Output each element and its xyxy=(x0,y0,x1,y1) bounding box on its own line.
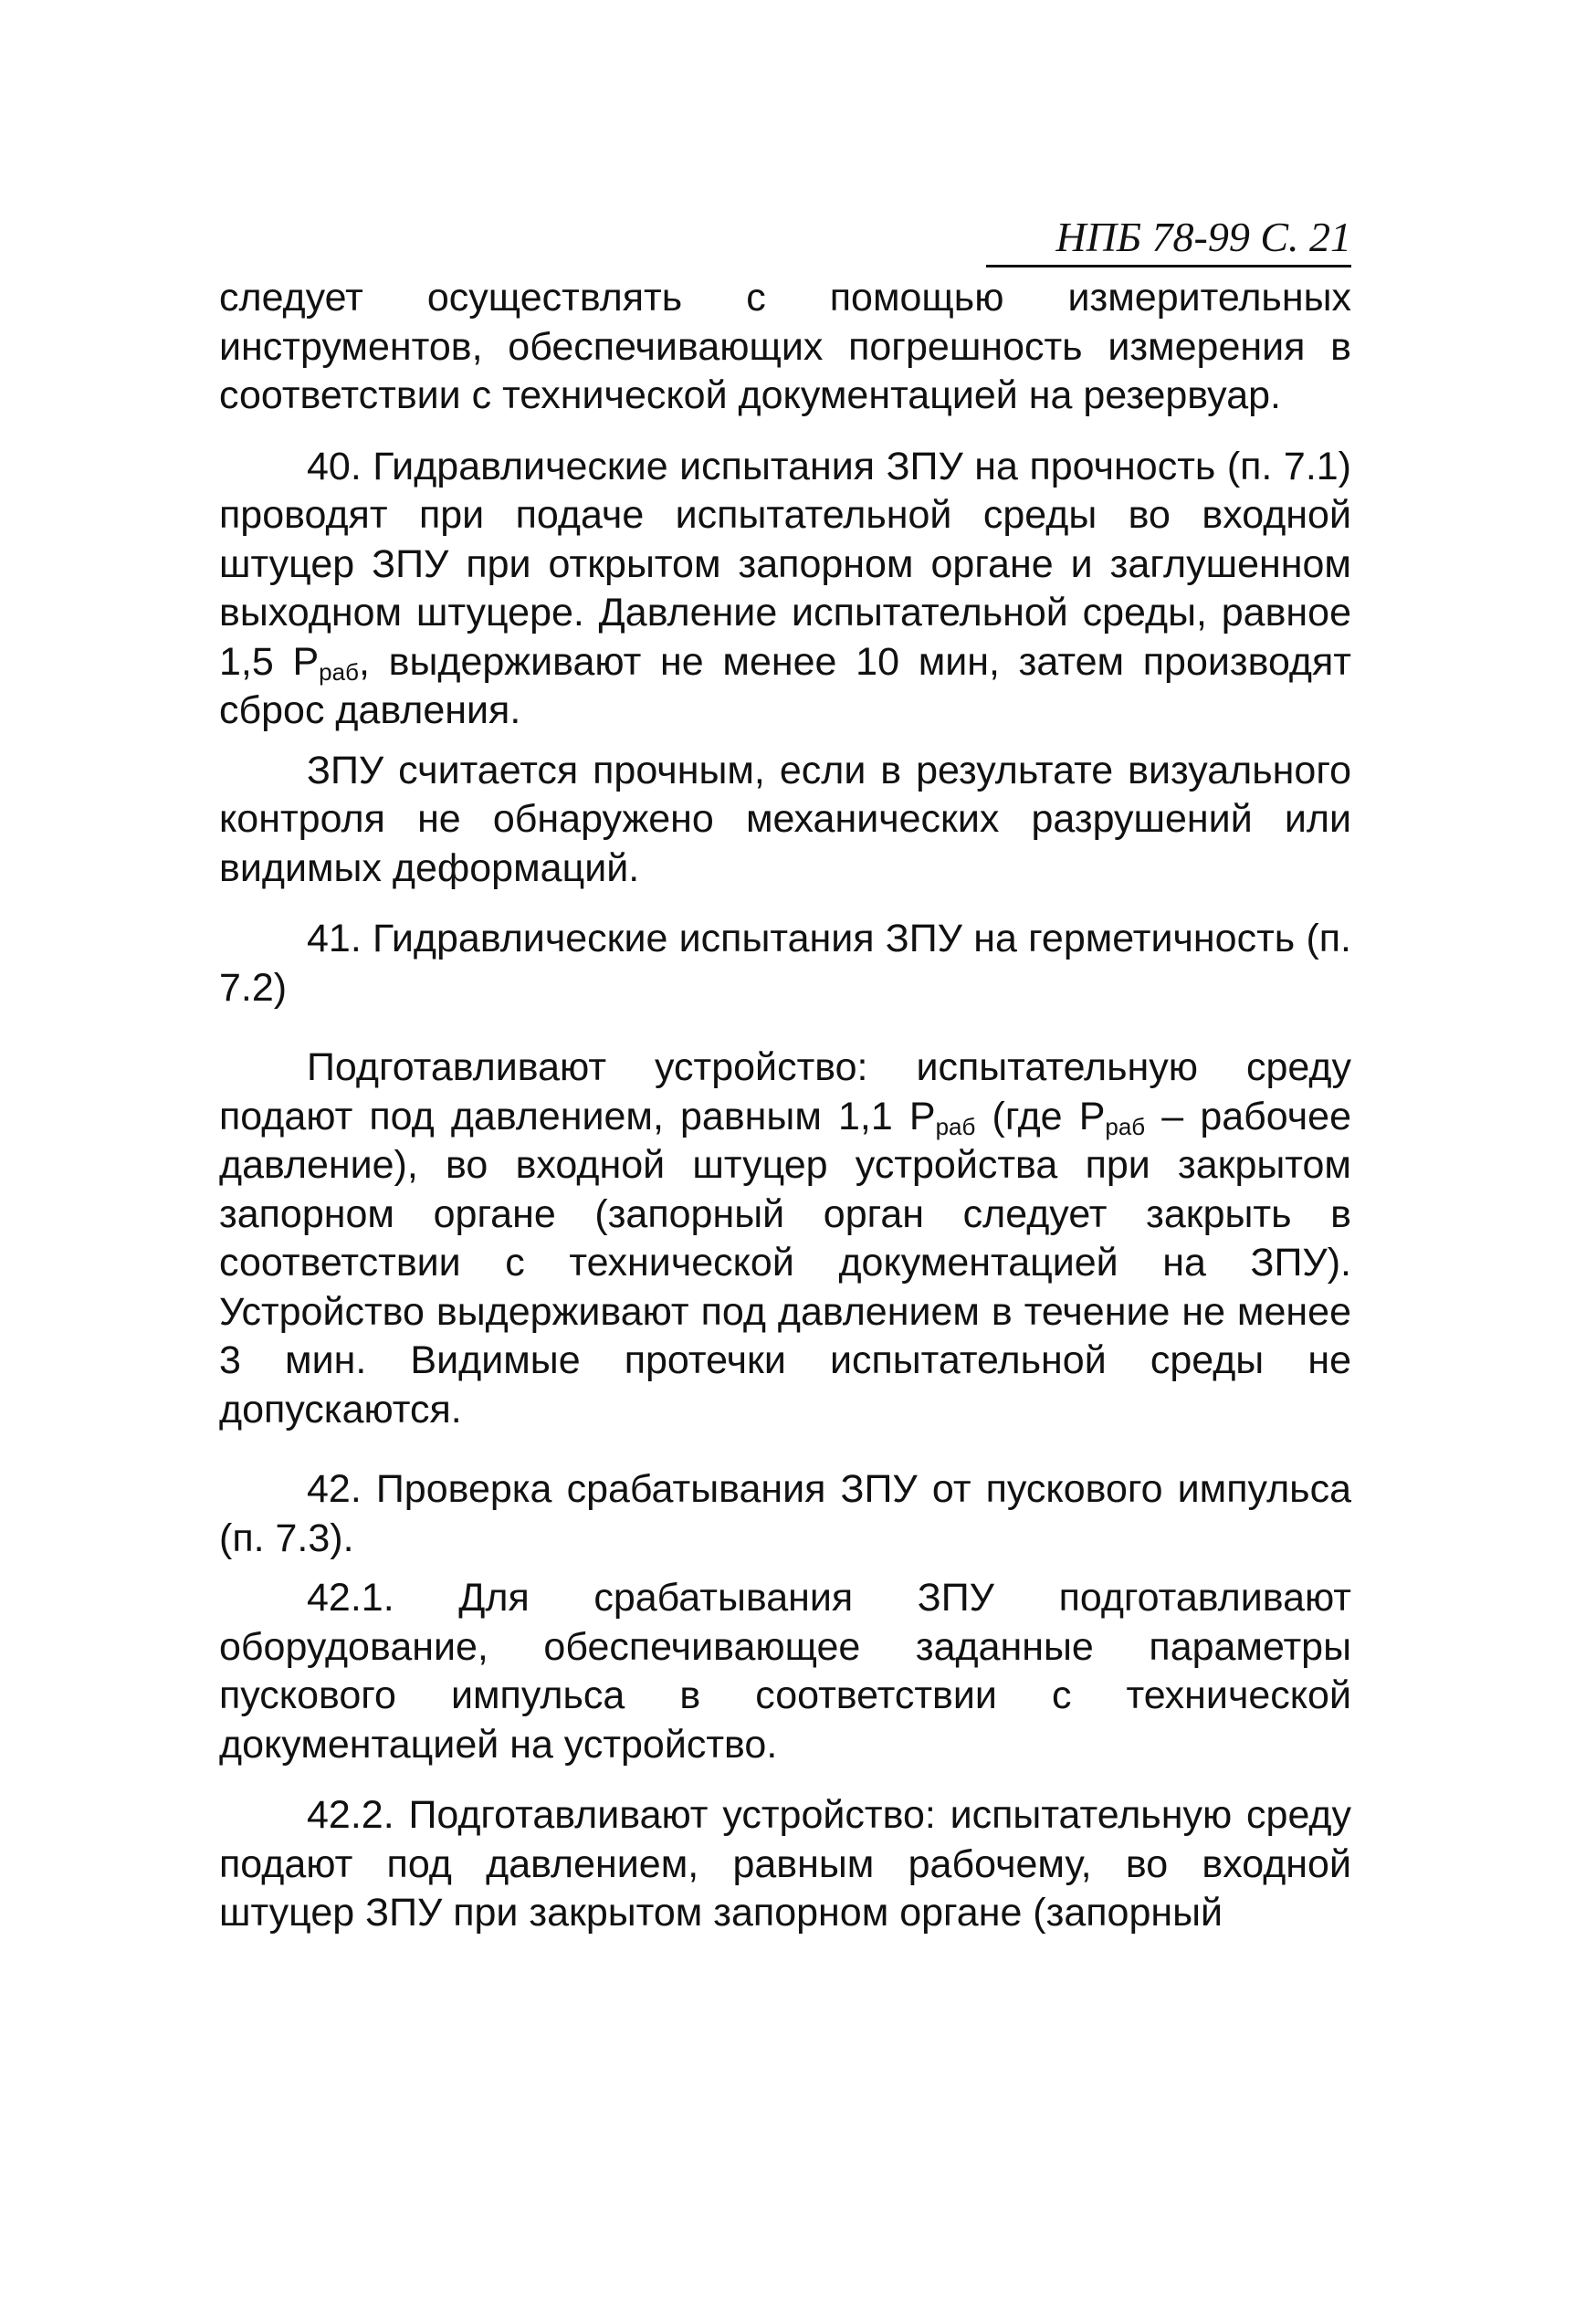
paragraph-42: 42. Проверка срабатывания ЗПУ от пускового импульса (п. 7.3). xyxy=(219,1467,1351,1560)
paragraph-strength-result: ЗПУ считается прочным, если в результате визуального контроля не обнаружено механических разрушений или видимых деформаций. xyxy=(219,748,1351,890)
page-header xyxy=(986,212,1351,267)
document-reference: НПБ 78-99 xyxy=(1055,214,1250,260)
paragraph-40 xyxy=(219,443,1351,736)
subscript-rab: раб xyxy=(935,1112,976,1140)
page-label: С. xyxy=(1260,214,1299,260)
paragraph-41-procedure xyxy=(219,1044,1351,1434)
paragraph-41: 41. Гидравлические испытания ЗПУ на герметичность (п. 7.2) xyxy=(219,917,1351,1010)
paragraph-continuation: следует осуществлять с помощью измерительных инструментов, обеспечивающих погрешность измерения в соответствии с технической документацией на резервуар. xyxy=(219,276,1351,417)
paragraph-40-text-b: , выдерживают не менее 10 мин, затем производят сброс давления. xyxy=(219,639,1352,732)
paragraph-42-2: 42.2. Подготавливают устройство: испытательную среду подают под давлением, равным рабочему, во входной штуцер ЗПУ при закрытом запорном органе (запорный xyxy=(219,1793,1351,1935)
subscript-rab: раб xyxy=(319,657,359,686)
paragraph-40-text-a: 40. Гидравлические испытания ЗПУ на прочность (п. 7.1) проводят при подаче испытательной среды во входной штуцер ЗПУ при открытом запорном органе и заглушенном выходном штуцере. Давление испытательной среды, равное 1,5 Р xyxy=(219,444,1351,684)
paragraph-41-text-a: Подготавливают устройство: испытательную среду подают под давлением, равным 1,1 Р xyxy=(219,1045,1351,1138)
paragraph-42-1: 42.1. Для срабатывания ЗПУ подготавливают оборудование, обеспечивающее заданные параметры пускового импульса в соответствии с технической документацией на устройство. xyxy=(219,1576,1351,1767)
page-body xyxy=(219,274,1351,1938)
paragraph-41-text-b: (где Р xyxy=(975,1094,1106,1138)
subscript-rab: раб xyxy=(1105,1112,1146,1140)
paragraph-41-text-c: – рабочее давление), во входной штуцер устройства при закрытом запорном органе (запорный орган следует закрыть в соответствии с технической документацией на ЗПУ). Устройство выдерживают под давлением в течение не менее 3 мин. Видимые протечки испытательной среды не допускаются. xyxy=(219,1094,1351,1432)
page-number: 21 xyxy=(1309,214,1351,260)
